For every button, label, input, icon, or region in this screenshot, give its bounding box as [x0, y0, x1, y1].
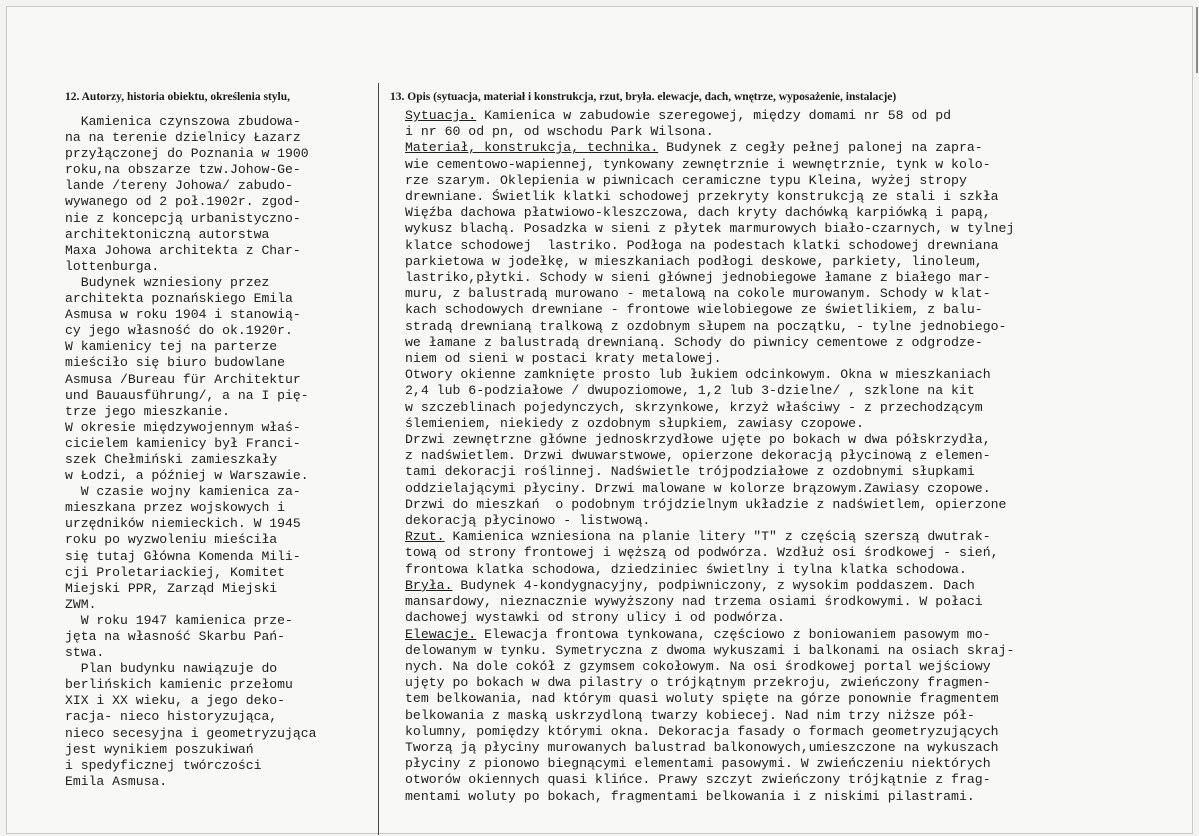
history-text-line: cji Proletariackiej, Komitet — [65, 564, 286, 580]
description-text-line — [405, 545, 1195, 561]
description-text-line — [405, 578, 1195, 594]
description-text-line — [405, 627, 1195, 643]
history-text-line: wywanego od 2 poł.1902r. zgod- — [65, 194, 301, 210]
description-text: nych. Na dole cokół z gzymsem cokołowym. Na osi środkowej portal wejściowy — [405, 658, 991, 674]
history-text-line: roku,na obszarze tzw.Johow-Ge- — [65, 162, 301, 178]
description-text: w szczeblinach pojedynczych, skrzynkowe, krzyż właściwy - z przechodzącym — [405, 399, 983, 415]
description-text: ślemieniem, niekiedy z ozdobnym słupkiem, zawiasy czopowe. — [405, 415, 864, 431]
description-text-line — [405, 481, 1195, 497]
description-text-line — [405, 789, 1195, 805]
description-text: mansardowy, nieznacznie wywyższony nad trzema osiami środkowymi. W połaci — [405, 594, 983, 610]
description-text-line — [405, 157, 1195, 173]
description-text: Tworzą ją płyciny murowanych balustrad balkonowych,umieszczone na wykuszach — [405, 739, 999, 755]
history-text-line: lottenburga. — [65, 258, 160, 274]
history-text-line: W czasie wojny kamienica za- — [65, 484, 301, 500]
description-text: tową od strony frontowej i węższą od podwórza. Wzdłuż osi środkowej - sień, — [405, 545, 999, 561]
description-text-line — [405, 189, 1195, 205]
description-text: z nadświetlem. Drzwi dwuwarstwowe, opierzone dekoracją płycinową z elemen- — [405, 448, 991, 464]
history-text-line: stwa. — [65, 645, 105, 661]
description-text-line — [405, 432, 1195, 448]
history-text-line: Asmusa w roku 1904 i stanowią- — [65, 307, 301, 323]
description-text: delowanym w tynku. Symetryczna z dwoma wykuszami i balkonami na osiach skraj- — [405, 642, 1015, 658]
description-text-line — [405, 400, 1195, 416]
history-text-line: cicielem kamienicy był Franci- — [65, 435, 301, 451]
description-text: niem od sieni w postaci kraty metalowej. — [405, 351, 722, 367]
description-text: klatce schodowej lastriko. Podłoga na podestach klatki schodowej drewniana — [405, 237, 999, 253]
description-text-line — [405, 756, 1195, 772]
description-text-line — [405, 254, 1195, 270]
description-text-line — [405, 108, 1195, 124]
description-text: oddzielającymi płyciny. Drzwi malowane w kolorze brązowym.Zawiasy czopowe. — [405, 480, 991, 496]
description-text-line — [405, 772, 1195, 788]
section-label: Elewacje. — [405, 626, 477, 642]
description-text: Otwory okienne zamknięte prosto lub łukiem odcinkowym. Okna w mieszkaniach — [405, 367, 991, 383]
description-text-column — [405, 108, 1195, 805]
history-text-line: Plan budynku nawiązuje do — [65, 661, 278, 677]
description-text: parkietowa w jodełkę, w mieszkaniach podłogi deskowe, parkiety, linoleum, — [405, 253, 983, 269]
history-text-line: berlińskich kamienic przełomu — [65, 677, 293, 693]
description-text: wie cementowo-wapiennej, tynkowany zewnętrznie i wewnętrznie, tynk w kolo- — [405, 156, 991, 172]
description-text: we łamane z balustradą drewnianą. Schody do piwnicy cementowe z odgrodze- — [405, 334, 983, 350]
history-text-line: Budynek wzniesiony przez — [65, 274, 270, 290]
description-text-line — [405, 416, 1195, 432]
description-text: rze szarym. Oklepienia w piwnicach ceramiczne typu Kleina, wyżej stropy — [405, 172, 967, 188]
description-text-line — [405, 740, 1195, 756]
description-text-line — [405, 513, 1195, 529]
history-text-line: lande /tereny Johowa/ zabudo- — [65, 178, 293, 194]
description-text-line — [405, 659, 1195, 675]
description-text-line — [405, 562, 1195, 578]
description-text-line — [405, 383, 1195, 399]
description-text-line — [405, 464, 1195, 480]
description-text-line — [405, 724, 1195, 740]
history-text-line: Miejski PPR, Zarząd Miejski — [65, 580, 278, 596]
section-label: Sytuacja. — [405, 108, 477, 123]
description-text: Budynek z cegły pełnej palonej na zapra- — [658, 140, 983, 156]
history-text-line: W roku 1947 kamienica prze- — [65, 612, 293, 628]
history-text-line: na na terenie dzielnicy Łazarz — [65, 130, 301, 146]
description-text: ujęty po bokach w dwa pilastry o trójkątnym przekroju, zwieńczony fragmen- — [405, 675, 991, 691]
history-text-line: Kamienica czynszowa zbudowa- — [65, 114, 301, 129]
history-text-line: mieściło się biuro budowlane — [65, 355, 286, 371]
history-text-line: mieszkana przez wojskowych i — [65, 500, 286, 516]
description-text: Drzwi do mieszkań o podobnym trójdzielnym układzie z nadświetlem, opierzone — [405, 496, 1007, 512]
description-text: stradą drewnianą tralkową z ozdobnym słupem na początku, - tylne jednobiego- — [405, 318, 1007, 334]
description-text: tami dekoracji roślinnej. Nadświetle trójpodziałowe z ozdobnymi słupkami — [405, 464, 975, 480]
history-text-line: W kamienicy tej na parterze — [65, 339, 278, 355]
description-text-line — [405, 497, 1195, 513]
description-text: belkowania z maską uskrzydloną twarzy kobiecej. Nad nim trzy niższe pół- — [405, 707, 975, 723]
description-text: Budynek 4-kondygnacyjny, podpiwniczony, z wysokim poddaszem. Dach — [452, 577, 975, 593]
history-text-line: przyłączonej do Poznania w 1900 — [65, 146, 309, 162]
history-text-line: Emila Asmusa. — [65, 773, 168, 789]
history-text-line: roku po wyzwoleniu mieściła — [65, 532, 278, 548]
history-text-line: jest wynikiem poszukiwań — [65, 741, 254, 757]
description-text-line — [405, 270, 1195, 286]
description-text-line — [405, 124, 1195, 140]
history-text-line: ZWM. — [65, 596, 97, 612]
section-label: Bryła. — [405, 577, 453, 593]
history-text-line: und Bauausführung/, a na I pię- — [65, 387, 309, 403]
description-text: płyciny z pionowo biegnącymi elementami pasowymi. W zwieńczeniu niektórych — [405, 756, 991, 772]
section-label: Rzut. — [405, 529, 445, 545]
history-text-line: urzędników niemieckich. W 1945 — [65, 516, 301, 532]
history-text-line: jęta na własność Skarbu Pań- — [65, 629, 286, 644]
description-text: wykusz blachą. Posadzka w sieni z płytek marmurowych biało-czarnych, w tylnej — [405, 221, 1015, 237]
description-text: i nr 60 od pn, od wschodu Park Wilsona. — [405, 124, 714, 140]
description-text: tem belkowania, nad którym quasi woluty spięte na górze ponownie fragmentem — [405, 691, 999, 707]
description-text: muru, z balustradą murowano - metalową na cokole murowanym. Schody w klat- — [405, 286, 991, 302]
description-text-line — [405, 238, 1195, 254]
description-text-line — [405, 691, 1195, 707]
document-page — [6, 6, 1193, 834]
description-text: 2,4 lub 6-podziałowe / dwupoziomowe, 1,2 lub 3-dzielne/ , szklone na kit — [405, 383, 975, 399]
description-text: Kamienica w zabudowie szeregowej, między domami nr 58 od pd — [476, 108, 952, 123]
description-text-line — [405, 367, 1195, 383]
description-text-line — [405, 302, 1195, 318]
column-divider — [378, 83, 379, 835]
history-text-line: architekta poznańskiego Emila — [65, 291, 293, 307]
history-text-line: Asmusa /Bureau für Architektur — [65, 371, 301, 387]
history-text-line: W okresie międzywojennym właś- — [65, 419, 301, 435]
page-edge-mark — [1196, 7, 1198, 73]
description-text: dachowej wystawki od strony ulicy i od podwórza. — [405, 610, 785, 626]
description-text: kach schodowych drewniane - frontowe wielobiegowe ze świetlikiem, z balu- — [405, 302, 983, 318]
section-13-header: 13. Opis (sytuacja, materiał i konstrukcja, rzut, bryła. elewacje, dach, wnętrze, wyposażenie, instalacje) — [390, 91, 897, 103]
description-text-line — [405, 529, 1195, 545]
description-text-line — [405, 205, 1195, 221]
description-text-line — [405, 351, 1195, 367]
description-text-line — [405, 610, 1195, 626]
description-text-line — [405, 286, 1195, 302]
history-text-line: nie z koncepcją urbanistyczno- — [65, 210, 301, 226]
description-text: kolumny, pomiędzy którymi okna. Dekoracja fasady o formach geometryzujących — [405, 723, 999, 739]
history-text-line: nieco secesyjna i geometryzująca — [65, 725, 317, 741]
description-text: Kamienica wzniesiona na planie litery "T" z częścią szerszą dwutrak- — [444, 529, 991, 545]
history-text-line: architektoniczną autorstwa — [65, 226, 270, 242]
section-12-header: 12. Autorzy, historia obiektu, określenia stylu, — [65, 91, 291, 103]
description-text: Elewacja frontowa tynkowana, częściowo z boniowaniem pasowym mo- — [476, 626, 991, 642]
description-text: Więźba dachowa płatwiowo-kleszczowa, dach kryty dachówką karpiówką i papą, — [405, 205, 991, 221]
description-text-line — [405, 448, 1195, 464]
history-text-line: się tutaj Główna Komenda Mili- — [65, 548, 301, 564]
history-text-line: i spedyficznej twórczości — [65, 757, 262, 773]
history-text-line: Maxa Johowa architekta z Char- — [65, 242, 301, 258]
description-text: mentami woluty po bokach, fragmentami belkowania i z niskimi pilastrami. — [405, 788, 975, 804]
section-label: Materiał, konstrukcja, technika. — [405, 140, 659, 156]
history-text-line: w Łodzi, a później w Warszawie. — [65, 468, 309, 484]
description-text-line — [405, 221, 1195, 237]
description-text: dekoracją płycinowo - listwową. — [405, 513, 651, 529]
description-text: drewniane. Świetlik klatki schodowej przekryty konstrukcją ze stali i szkła — [405, 189, 999, 205]
description-text: otworów okiennych quasi klińce. Prawy szczyt zwieńczony trójkątnie z frag- — [405, 772, 991, 788]
description-text-line — [405, 140, 1195, 156]
description-text-line — [405, 643, 1195, 659]
description-text: Drzwi zewnętrzne główne jednoskrzydłowe ujęte po bokach w dwa półskrzydła, — [405, 432, 991, 448]
description-text-line — [405, 335, 1195, 351]
history-text-line: XIX i XX wieku, a jego deko- — [65, 693, 286, 709]
description-text: frontowa klatka schodowa, dziedziniec świetlny i tylna klatka schodowa. — [405, 561, 967, 577]
history-text-column — [65, 114, 377, 790]
description-text-line — [405, 173, 1195, 189]
description-text-line — [405, 594, 1195, 610]
history-text-line: szek Chełmiński zamieszkały — [65, 451, 278, 467]
history-text-line: cy jego własność do ok.1920r. — [65, 323, 293, 339]
history-text-line: trze jego mieszkanie. — [65, 403, 231, 419]
description-text-line — [405, 319, 1195, 335]
description-text-line — [405, 708, 1195, 724]
description-text: lastriko,płytki. Schody w sieni głównej jednobiegowe łamane z białego mar- — [405, 270, 991, 286]
description-text-line — [405, 675, 1195, 691]
history-text-line: racja- nieco historyzująca, — [65, 709, 278, 725]
